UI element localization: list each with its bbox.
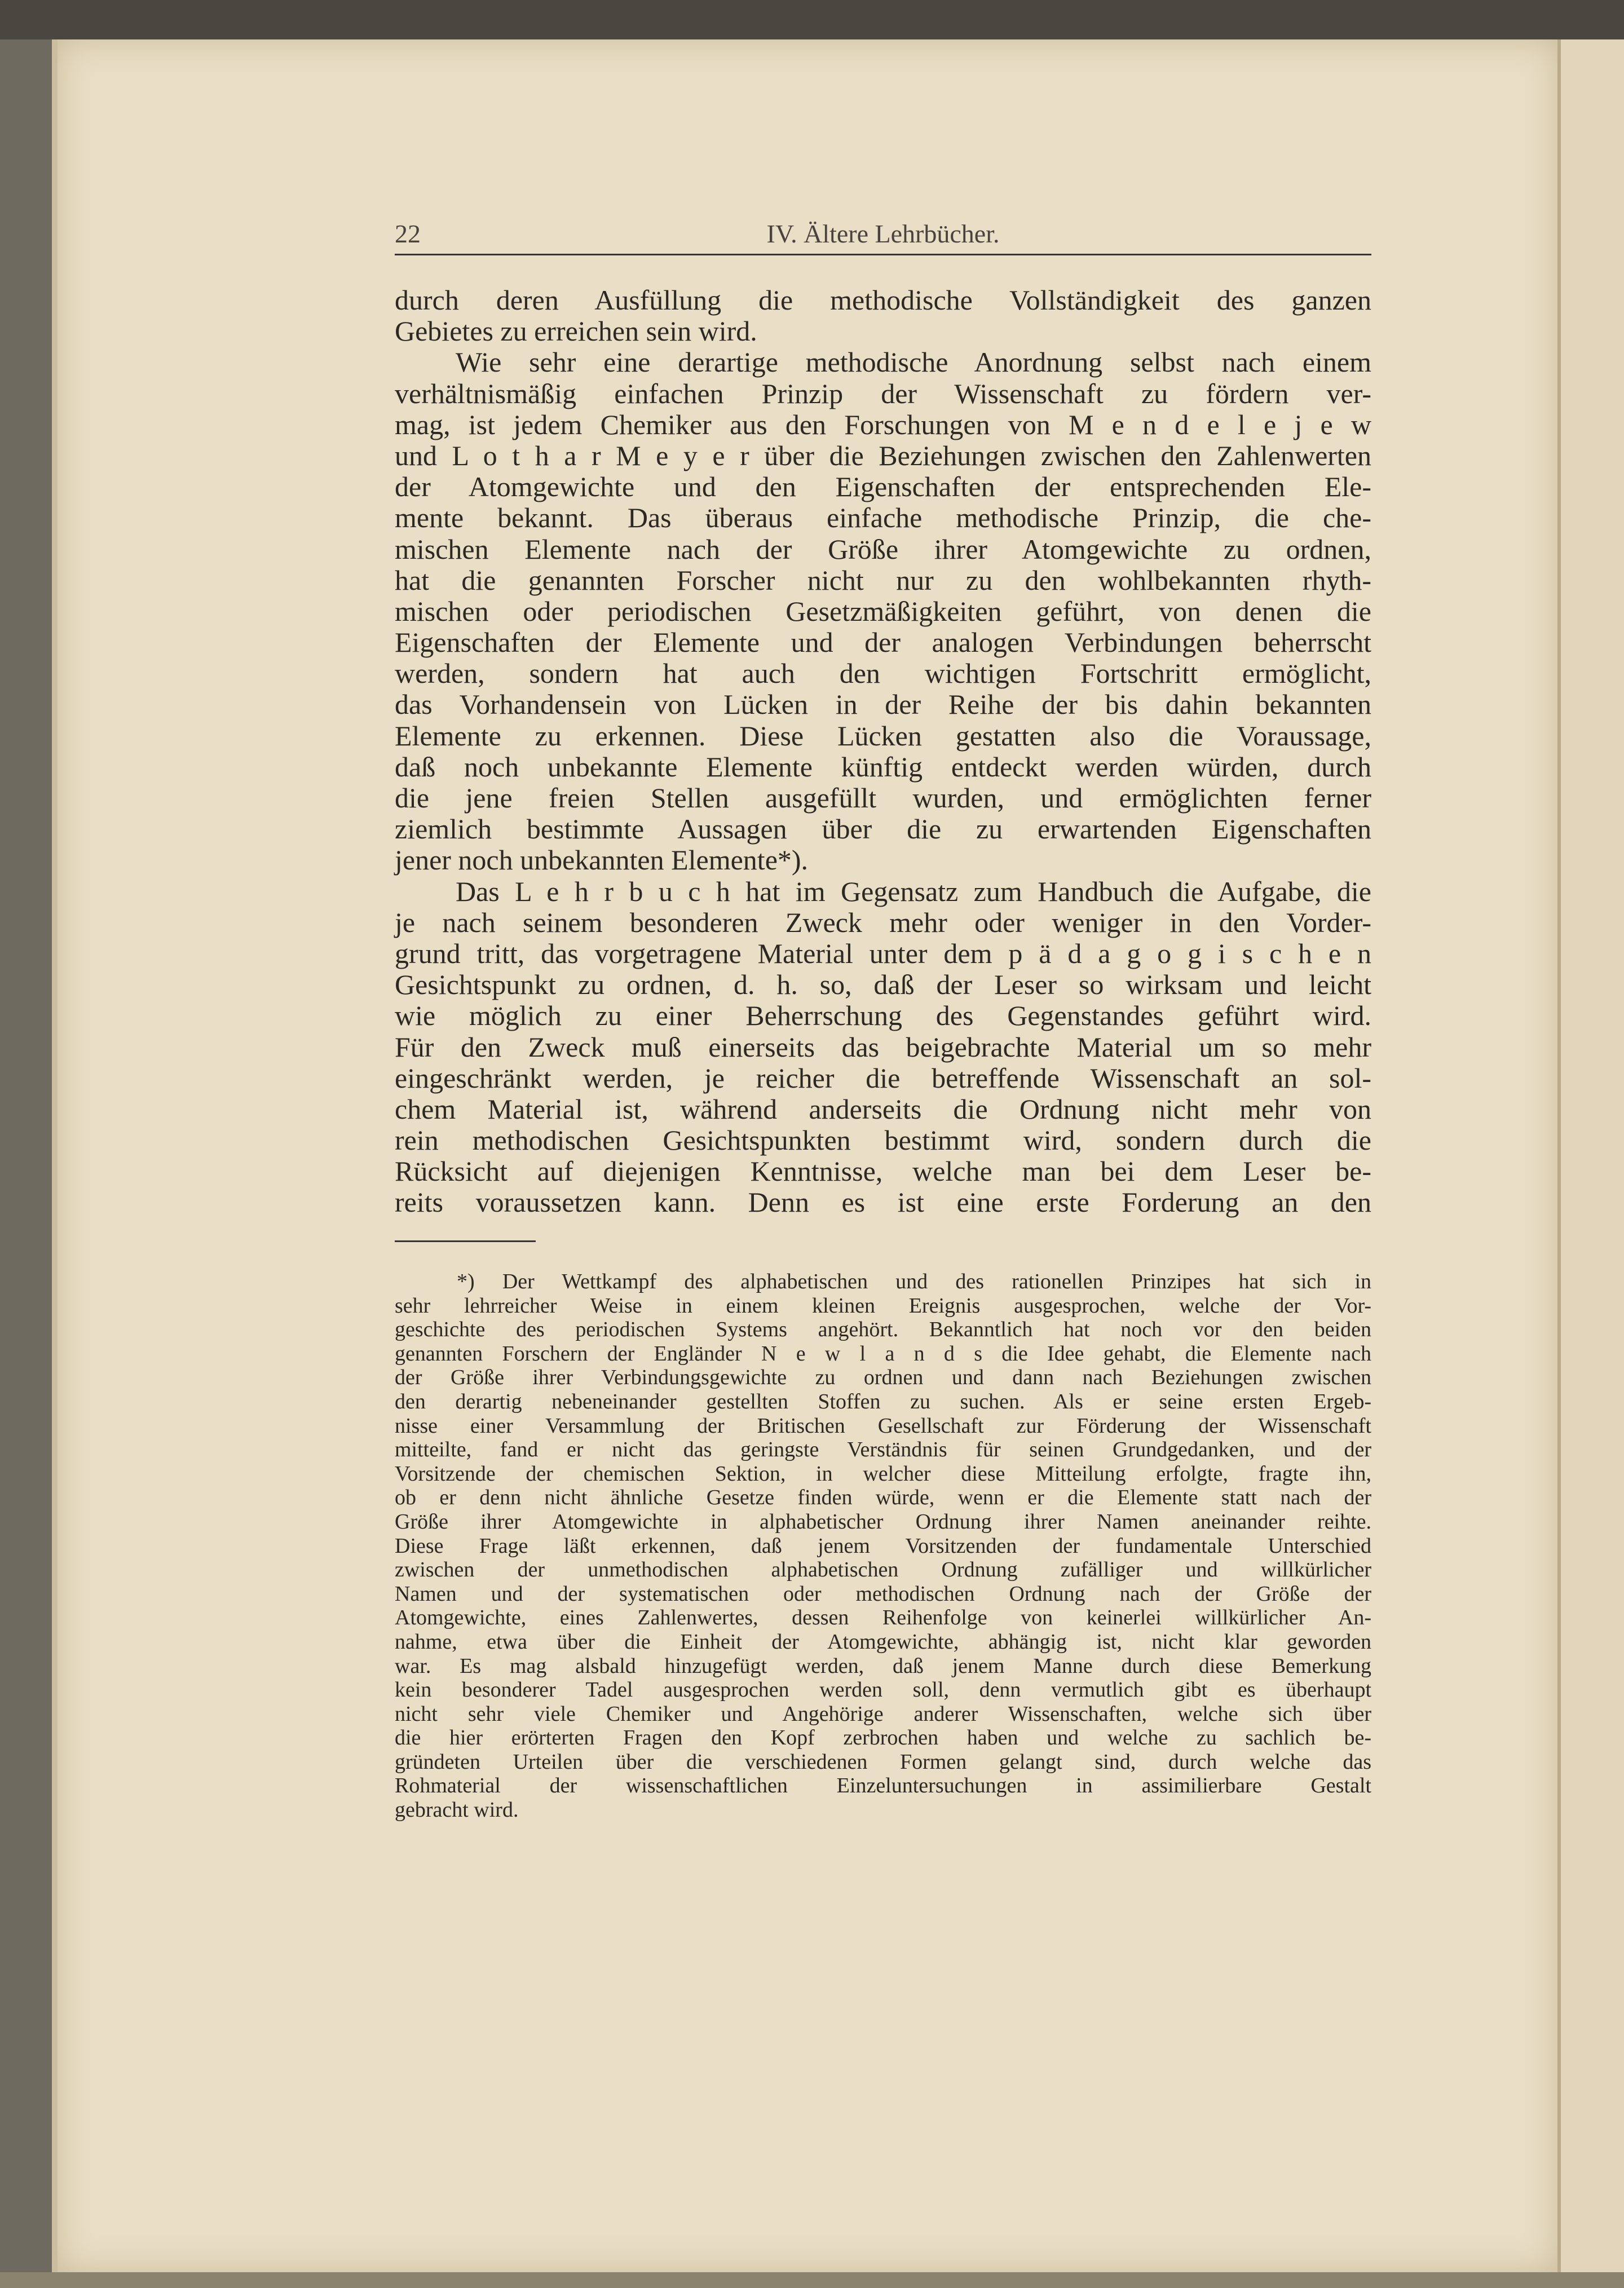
- text-line: rein methodischen Gesichtspunkten bestimmt wird, sondern durch die: [395, 1124, 1371, 1156]
- text-line: hat die genannten Forscher nicht nur zu den wohlbekannten rhyth-: [395, 564, 1371, 596]
- running-header: [395, 219, 1371, 255]
- footnote-line: war. Es mag alsbald hinzugefügt werden, daß jenem Manne durch diese Bemerkung: [395, 1654, 1371, 1678]
- footnote-line: nahme, etwa über die Einheit der Atomgewichte, abhängig ist, nicht klar geworden: [395, 1629, 1371, 1654]
- text-line: Das L e h r b u c h hat im Gegensatz zum Handbuch die Aufgabe, die: [456, 875, 1371, 907]
- footnote-line: mitteilte, fand er nicht das geringste Verständnis für seinen Grundgedanken, und der: [395, 1438, 1371, 1462]
- main-text: [395, 285, 1371, 1218]
- text-line: Rücksicht auf diejenigen Kenntnisse, welche man bei dem Leser be-: [395, 1155, 1371, 1187]
- text-line: eingeschränkt werden, je reicher die betreffende Wissenschaft an sol-: [395, 1062, 1371, 1094]
- text-line: mag, ist jedem Chemiker aus den Forschungen von M e n d e l e j e w: [395, 408, 1371, 440]
- footnote-line: Namen und der systematischen oder methodischen Ordnung nach der Größe der: [395, 1582, 1371, 1606]
- text-line: Eigenschaften der Elemente und der analogen Verbindungen beherrscht: [395, 626, 1371, 659]
- text-line: Gesichtspunkt zu ordnen, d. h. so, daß der Leser so wirksam und leicht: [395, 969, 1371, 1001]
- footnote-line: Größe ihrer Atomgewichte in alphabetischer Ordnung ihrer Namen aneinander reihte.: [395, 1509, 1371, 1534]
- text-line: daß noch unbekannte Elemente künftig entdeckt werden würden, durch: [395, 750, 1371, 783]
- running-title: IV. Ältere Lehrbücher.: [766, 219, 1000, 248]
- footnote: [395, 1270, 1371, 1822]
- footnote-line: Atomgewichte, eines Zahlenwertes, dessen Reihenfolge von keinerlei willkürlicher An-: [395, 1606, 1371, 1630]
- text-line: mente bekannt. Das überaus einfache methodische Prinzip, die che-: [395, 502, 1371, 534]
- text-line: jener noch unbekannten Elemente*).: [395, 844, 809, 876]
- footnote-line: genannten Forschern der Engländer N e w l a n d s die Idee gehabt, die Elemente nach: [395, 1341, 1371, 1366]
- text-line: Elemente zu erkennen. Diese Lücken gestatten also die Voraussage,: [395, 719, 1371, 752]
- footnote-line: gründeten Urteilen über die verschiedenen Formen gelangt sind, durch welche das: [395, 1750, 1371, 1774]
- footnote-line: ob er denn nicht ähnliche Gesetze finden würde, wenn er die Elemente statt nach der: [395, 1486, 1371, 1510]
- footnote-line: geschichte des periodischen Systems angehört. Bekanntlich hat noch vor den beiden: [395, 1318, 1371, 1342]
- text-line: und L o t h a r M e y e r über die Beziehungen zwischen den Zahlenwerten: [395, 439, 1371, 471]
- text-line: wie möglich zu einer Beherrschung des Gegenstandes geführt wird.: [395, 1000, 1371, 1032]
- text-line: mischen Elemente nach der Größe ihrer Atomgewichte zu ordnen,: [395, 533, 1371, 565]
- footnote-line: den derartig nebeneinander gestellten Stoffen zu suchen. Als er seine ersten Ergeb-: [395, 1389, 1371, 1414]
- text-line: die jene freien Stellen ausgefüllt wurden, und ermöglichten ferner: [395, 782, 1371, 814]
- footnote-line: zwischen der unmethodischen alphabetischen Ordnung zufälliger und willkürlicher: [395, 1558, 1371, 1582]
- text-line: ziemlich bestimmte Aussagen über die zu erwartenden Eigenschaften: [395, 813, 1371, 845]
- footnote-line: nicht sehr viele Chemiker und Angehörige anderer Wissenschaften, welche sich über: [395, 1702, 1371, 1726]
- adjacent-page-edge: [1557, 39, 1624, 2272]
- text-line: chem Material ist, während anderseits die Ordnung nicht mehr von: [395, 1093, 1371, 1125]
- text-line: durch deren Ausfüllung die methodische Vollständigkeit des ganzen: [395, 284, 1371, 316]
- footnote-line: der Größe ihrer Verbindungsgewichte zu ordnen und dann nach Beziehungen zwischen: [395, 1366, 1371, 1390]
- text-line: je nach seinem besonderen Zweck mehr oder weniger in den Vorder-: [395, 906, 1371, 938]
- footnote-line: gebracht wird.: [395, 1798, 519, 1822]
- text-line: verhältnismäßig einfachen Prinzip der Wissenschaft zu fördern ver-: [395, 377, 1371, 409]
- text-line: Für den Zweck muß einerseits das beigebrachte Material um so mehr: [395, 1031, 1371, 1063]
- text-line: mischen oder periodischen Gesetzmäßigkeiten geführt, von denen die: [395, 595, 1371, 627]
- text-line: das Vorhandensein von Lücken in der Reihe der bis dahin bekannten: [395, 688, 1371, 721]
- footnote-line: Rohmaterial der wissenschaftlichen Einzeluntersuchungen in assimilierbare Gestalt: [395, 1774, 1371, 1798]
- footnote-line: nisse einer Versammlung der Britischen Gesellschaft zur Förderung der Wissenschaft: [395, 1414, 1371, 1438]
- footnote-rule: [395, 1240, 536, 1242]
- text-line: grund tritt, das vorgetragene Material unter dem p ä d a g o g i s c h e n: [395, 937, 1371, 969]
- page-number: 22: [395, 219, 421, 248]
- text-line: der Atomgewichte und den Eigenschaften der entsprechenden Ele-: [395, 471, 1371, 503]
- text-line: Gebietes zu erreichen sein wird.: [395, 315, 757, 347]
- text-line: Wie sehr eine derartige methodische Anordnung selbst nach einem: [456, 346, 1371, 378]
- footnote-line: Vorsitzende der chemischen Sektion, in welcher diese Mitteilung erfolgte, fragte ihn,: [395, 1461, 1371, 1486]
- footnote-line: sehr lehrreicher Weise in einem kleinen Ereignis ausgesprochen, welche der Vor-: [395, 1293, 1371, 1318]
- text-line: reits voraussetzen kann. Denn es ist eine erste Forderung an den: [395, 1186, 1371, 1218]
- footnote-line: Diese Frage läßt erkennen, daß jenem Vorsitzenden der fundamentale Unterschied: [395, 1534, 1371, 1558]
- scan-background-bottom: [0, 2272, 1624, 2288]
- footnote-line: kein besonderer Tadel ausgesprochen werden soll, denn vermutlich gibt es überhaupt: [395, 1678, 1371, 1702]
- footnote-line: die hier erörterten Fragen den Kopf zerbrochen haben und welche zu sachlich be-: [395, 1726, 1371, 1750]
- footnote-line: *) Der Wettkampf des alphabetischen und des rationellen Prinzipes hat sich in: [457, 1270, 1371, 1293]
- text-line: werden, sondern hat auch den wichtigen Fortschritt ermöglicht,: [395, 657, 1371, 690]
- scan-background-top: [0, 0, 1624, 39]
